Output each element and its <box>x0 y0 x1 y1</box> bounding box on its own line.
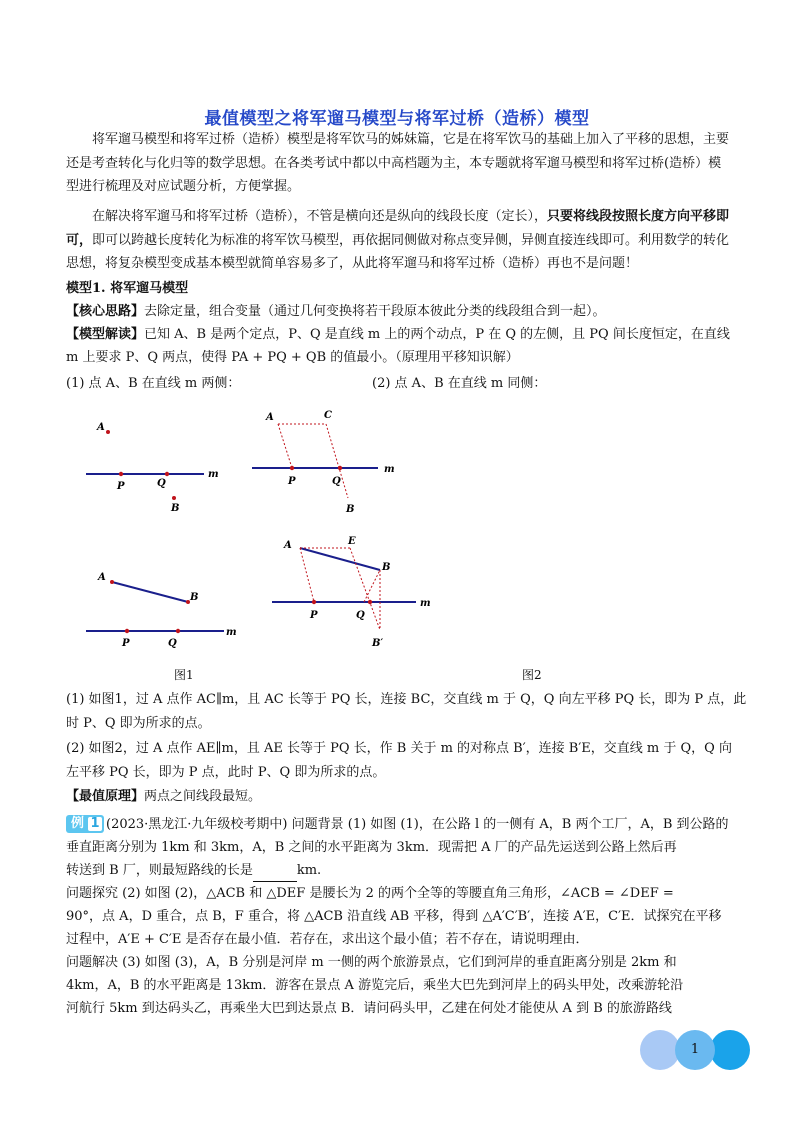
fig1b-label-m: m <box>384 464 395 475</box>
intro-p2-text-b: 即可以跨越长度转化为标准的将军饮马模型，再依据同侧做对称点变异侧，异侧直接连线即可。利用数学的转化思想，将复杂模型变成基本模型就简单容易多了，从此将军遛马和将军过桥（造桥）再也不是问题！ <box>66 232 730 271</box>
fig1b-label-C: C <box>324 410 332 421</box>
fig2b-label-A: A <box>284 540 292 551</box>
example-line-9: 河航行 5km 到达码头乙，再乘坐大巴到达景点 B．请问码头甲，乙建在何处才能使从 A 到 B 的旅游路线 <box>66 1001 672 1016</box>
fig2b-label-B: B <box>382 562 391 573</box>
fig2a-label-P: P <box>122 638 130 649</box>
solution-1-line-2: 时 P、Q 即为所求的点。 <box>66 716 211 731</box>
example-line-3 <box>66 859 321 882</box>
fig2b-label-Bprime: B′ <box>372 638 384 649</box>
solution-2-line-1: (2) 如图2，过 A 点作 AE∥m，且 AE 长等于 PQ 长，作 B 关于 m 的对称点 B′，连接 B′E，交直线 m 于 Q，Q 向 <box>66 741 732 756</box>
fig2b-label-P: P <box>310 610 318 621</box>
example-line-3-text: 转送到 B 厂，则最短路线的长是 <box>66 863 253 878</box>
answer-blank <box>253 867 297 882</box>
principle-text: 两点之间线段最短。 <box>144 789 262 804</box>
fig2a-label-A: A <box>98 572 106 583</box>
fig1a-label-B: B <box>171 503 180 514</box>
example-line-7: 问题解决 (3) 如图 (3)，A，B 分别是河岸 m 一侧的两个旅游景点，它们到河岸的垂直距离分别是 2km 和 <box>66 955 677 970</box>
figure-1-caption: 图1 <box>174 668 194 682</box>
page-decor-circle-left <box>640 1030 680 1070</box>
intro-p2-text-a: 在解决将军遛马和将军过桥（造桥），不管是横向还是纵向的线段长度（定长）， <box>92 209 548 224</box>
figure-2-same-side <box>80 565 240 655</box>
fig1b-label-B: B <box>346 504 355 515</box>
principle-tag: 【最值原理】 <box>66 789 145 804</box>
example-line-2: 垂直距离分别为 1km 和 3km，A，B 之间的水平距离为 3km．现需把 A 厂的产品先运送到公路上然后再 <box>66 840 677 855</box>
example-line-8: 4km，A，B 的水平距离是 13km．游客在景点 A 游览完后，乘坐大巴先到河岸上的码头甲处，改乘游轮沿 <box>66 978 684 993</box>
solution-2-line-2: 左平移 PQ 长，即为 P 点，此时 P、Q 即为所求的点。 <box>66 765 386 780</box>
example-badge <box>66 815 104 833</box>
core-idea-tag: 【核心思路】 <box>66 304 145 319</box>
example-badge-word: 例 <box>71 816 85 831</box>
fig1a-label-m: m <box>208 469 219 480</box>
fig1b-label-P: P <box>288 476 296 487</box>
principle-line <box>66 785 261 808</box>
example-line-1: (2023·黑龙江·九年级校考期中) 问题背景 (1) 如图 (1)，在公路 l 的一侧有 A，B 两个工厂，A，B 到公路的 <box>106 817 729 832</box>
model-reading-tag: 【模型解读】 <box>66 327 145 342</box>
page-number: 1 <box>675 1030 715 1070</box>
fig1a-label-A: A <box>97 422 105 433</box>
figure-2-solution <box>268 530 438 655</box>
model-reading-line-1 <box>66 323 730 346</box>
fig2b-label-E: E <box>348 536 356 547</box>
example-line-6: 过程中，A′E + C′E 是否存在最小值．若存在，求出这个最小值；若不存在，请说明理由． <box>66 932 589 947</box>
intro-paragraph-2 <box>66 205 734 276</box>
fig2a-label-B: B <box>190 592 199 603</box>
example-badge-number: 1 <box>88 817 102 831</box>
fig1a-label-Q: Q <box>157 478 166 489</box>
fig2b-label-Q: Q <box>356 610 365 621</box>
case-1-label: (1) 点 A、B 在直线 m 两侧： <box>66 376 241 391</box>
fig2a-label-Q: Q <box>168 638 177 649</box>
fig2b-label-m: m <box>420 598 431 609</box>
example-line-4: 问题探究 (2) 如图 (2)，△ACB 和 △DEF 是腰长为 2 的两个全等的等腰直角三角形，∠ACB = ∠DEF = <box>66 886 674 901</box>
model1-heading: 模型1. 将军遛马模型 <box>66 281 189 296</box>
core-idea-text: 去除定量，组合变量（通过几何变换将若干段原本彼此分类的线段组合到一起）。 <box>144 304 606 319</box>
figure-1-opposite-sides <box>80 410 230 520</box>
figure-1-solution <box>248 402 408 522</box>
example-line-3-unit: km. <box>296 863 322 878</box>
example-line-5: 90°，点 A，D 重合，点 B，F 重合，将 △ACB 沿直线 AB 平移，得到 △A′C′B′，连接 A′E，C′E．试探究在平移 <box>66 909 722 924</box>
core-idea-line <box>66 300 606 323</box>
case-2-label: (2) 点 A、B 在直线 m 同侧： <box>372 376 547 391</box>
page-decor-circle-right <box>710 1030 750 1070</box>
model-reading-line-2: m 上要求 P、Q 两点，使得 PA + PQ + QB 的值最小。（原理用平移知识解） <box>66 350 519 365</box>
fig2a-label-m: m <box>226 627 237 638</box>
intro-paragraph-1: 将军遛马模型和将军过桥（造桥）模型是将军饮马的姊妹篇，它是在将军饮马的基础上加入了平移的思想，主要还是考查转化与化归等的数学思想。在各类考试中都以中高档题为主，本专题就将军遛马模型和将军过桥(造桥）模型进行梳理及对应试题分析，方便掌握。 <box>66 132 730 194</box>
intro-p2-bold: 只要将线段按照长度方向平移即可， <box>66 209 730 248</box>
figure-2-caption: 图2 <box>522 668 542 682</box>
fig1b-label-A: A <box>266 412 274 423</box>
fig1a-label-P: P <box>117 481 125 492</box>
page-title: 最值模型之将军遛马模型与将军过桥（造桥）模型 <box>204 109 590 129</box>
fig1b-label-Q: Q <box>332 476 341 487</box>
model-reading-text-1: 已知 A、B 是两个定点，P、Q 是直线 m 上的两个动点，P 在 Q 的左侧，且 PQ 间长度恒定，在直线 <box>144 327 730 342</box>
solution-1-line-1: (1) 如图1，过 A 点作 AC∥m，且 AC 长等于 PQ 长，连接 BC，交直线 m 于 Q，Q 向左平移 PQ 长，即为 P 点，此 <box>66 692 747 707</box>
